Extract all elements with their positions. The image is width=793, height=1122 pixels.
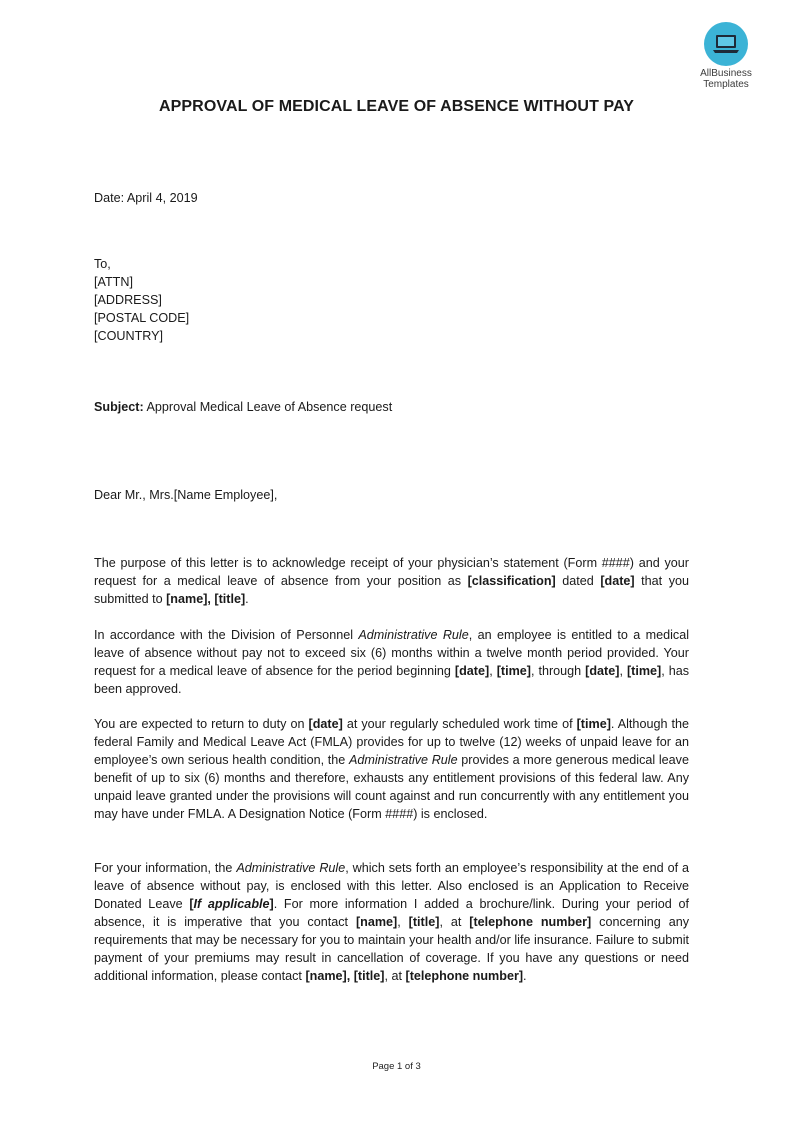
placeholder-telephone: [telephone number] bbox=[469, 915, 592, 929]
text-run: , at bbox=[439, 915, 470, 929]
placeholder-telephone: [telephone number] bbox=[405, 969, 524, 983]
bracket: ] bbox=[269, 897, 274, 911]
placeholder-name: [name] bbox=[355, 915, 398, 929]
placeholder-classification: [classification] bbox=[467, 574, 556, 588]
text-run: , bbox=[619, 664, 627, 678]
italic-rule: Administrative Rule bbox=[348, 753, 458, 767]
text-run: , through bbox=[530, 664, 586, 678]
logo-badge bbox=[704, 22, 748, 66]
placeholder-time: [time] bbox=[576, 717, 611, 731]
text-run: , which sets forth an employee’s responsibility at the end of a leave of absence without pay, is enclosed with this letter. Also enclosed is an Application to Receive Donated Leave bbox=[94, 861, 689, 911]
placeholder-name-title: [name], [title] bbox=[305, 969, 385, 983]
italic-rule: Administrative Rule bbox=[358, 628, 469, 642]
text-run: . bbox=[245, 592, 249, 606]
text-run: . For more information I added a brochure/link. During your period of absence, it is imperative that you contact bbox=[94, 897, 689, 929]
text-run: In accordance with the Division of Personnel bbox=[94, 628, 359, 642]
recipient-address bbox=[94, 255, 689, 345]
address-line: To, bbox=[94, 257, 111, 271]
laptop-icon bbox=[712, 33, 740, 55]
paragraph-1 bbox=[94, 554, 689, 608]
subject-label: Subject: bbox=[94, 400, 144, 414]
subject-line bbox=[94, 398, 689, 416]
text-run: , an employee is entitled to a medical leave of absence without pay not to exceed six (6) months within a twelve month period provided. Your request for a medical leave of absence for the period beginning bbox=[94, 628, 689, 678]
text-run: dated bbox=[555, 574, 601, 588]
italic-rule: Administrative Rule bbox=[236, 861, 346, 875]
text-run: provides a more generous medical leave benefit of up to six (6) months and therefore, exhausts any entitlement provisions of this federal law. Any unpaid leave granted under the provisions will count against and run concurrently with any entitlement you may have under FMLA. A Designation Notice (Form ####) is enclosed. bbox=[94, 753, 689, 821]
address-line: [COUNTRY] bbox=[94, 329, 164, 343]
placeholder-date: [date] bbox=[454, 664, 490, 678]
document-title: APPROVAL OF MEDICAL LEAVE OF ABSENCE WITHOUT PAY bbox=[158, 98, 635, 115]
placeholder-time: [time] bbox=[626, 664, 662, 678]
placeholder-name-title: [name], [title] bbox=[166, 592, 246, 606]
paragraph-2 bbox=[94, 626, 689, 698]
text-run: that you submitted to bbox=[94, 574, 689, 606]
text-run: You are expected to return to duty on bbox=[94, 717, 309, 731]
address-line: [ATTN] bbox=[94, 275, 133, 289]
paragraph-4 bbox=[94, 859, 689, 985]
greeting: Dear Mr., Mrs.[Name Employee], bbox=[94, 488, 278, 502]
text-run: For your information, the bbox=[94, 861, 237, 875]
placeholder-date: [date] bbox=[600, 574, 635, 588]
paragraph-3 bbox=[94, 715, 689, 823]
brand-logo[interactable] bbox=[690, 22, 762, 90]
address-line: [ADDRESS] bbox=[94, 293, 162, 307]
logo-line-1: AllBusiness bbox=[700, 68, 752, 79]
letter-date: Date: April 4, 2019 bbox=[94, 191, 198, 205]
text-run: , at bbox=[384, 969, 406, 983]
placeholder-time: [time] bbox=[496, 664, 531, 678]
address-line: [POSTAL CODE] bbox=[94, 311, 190, 325]
text-run: . bbox=[523, 969, 527, 983]
placeholder-date: [date] bbox=[308, 717, 343, 731]
placeholder-title: [title] bbox=[408, 915, 440, 929]
placeholder-date: [date] bbox=[585, 664, 620, 678]
text-run: . Although the federal Family and Medical Leave Act (FMLA) provides for up to twelve (12) weeks of unpaid leave for an employee’s own serious health condition, the bbox=[94, 717, 689, 767]
bracket: [ bbox=[189, 897, 194, 911]
logo-line-2: Templates bbox=[703, 79, 749, 90]
text-run: , has been approved. bbox=[94, 664, 690, 696]
text-run: concerning any requirements that may be necessary for you to maintain your health and/or life insurance. Failure to submit payment of your premiums may result in cancellation of coverage. If you have any questions or need additional information, please contact bbox=[94, 915, 689, 983]
subject-text: Approval Medical Leave of Absence request bbox=[143, 400, 393, 414]
logo-text bbox=[700, 68, 752, 90]
text-run: , bbox=[489, 664, 497, 678]
text-run: The purpose of this letter is to acknowledge receipt of your physician’s statement (Form ####) and your request for a medical leave of absence from your position as bbox=[94, 556, 689, 588]
page-number: Page 1 of 3 bbox=[372, 1061, 421, 1072]
text-run: at your regularly scheduled work time of bbox=[342, 717, 577, 731]
placeholder-if-applicable: If applicable bbox=[193, 897, 270, 911]
text-run: , bbox=[397, 915, 409, 929]
